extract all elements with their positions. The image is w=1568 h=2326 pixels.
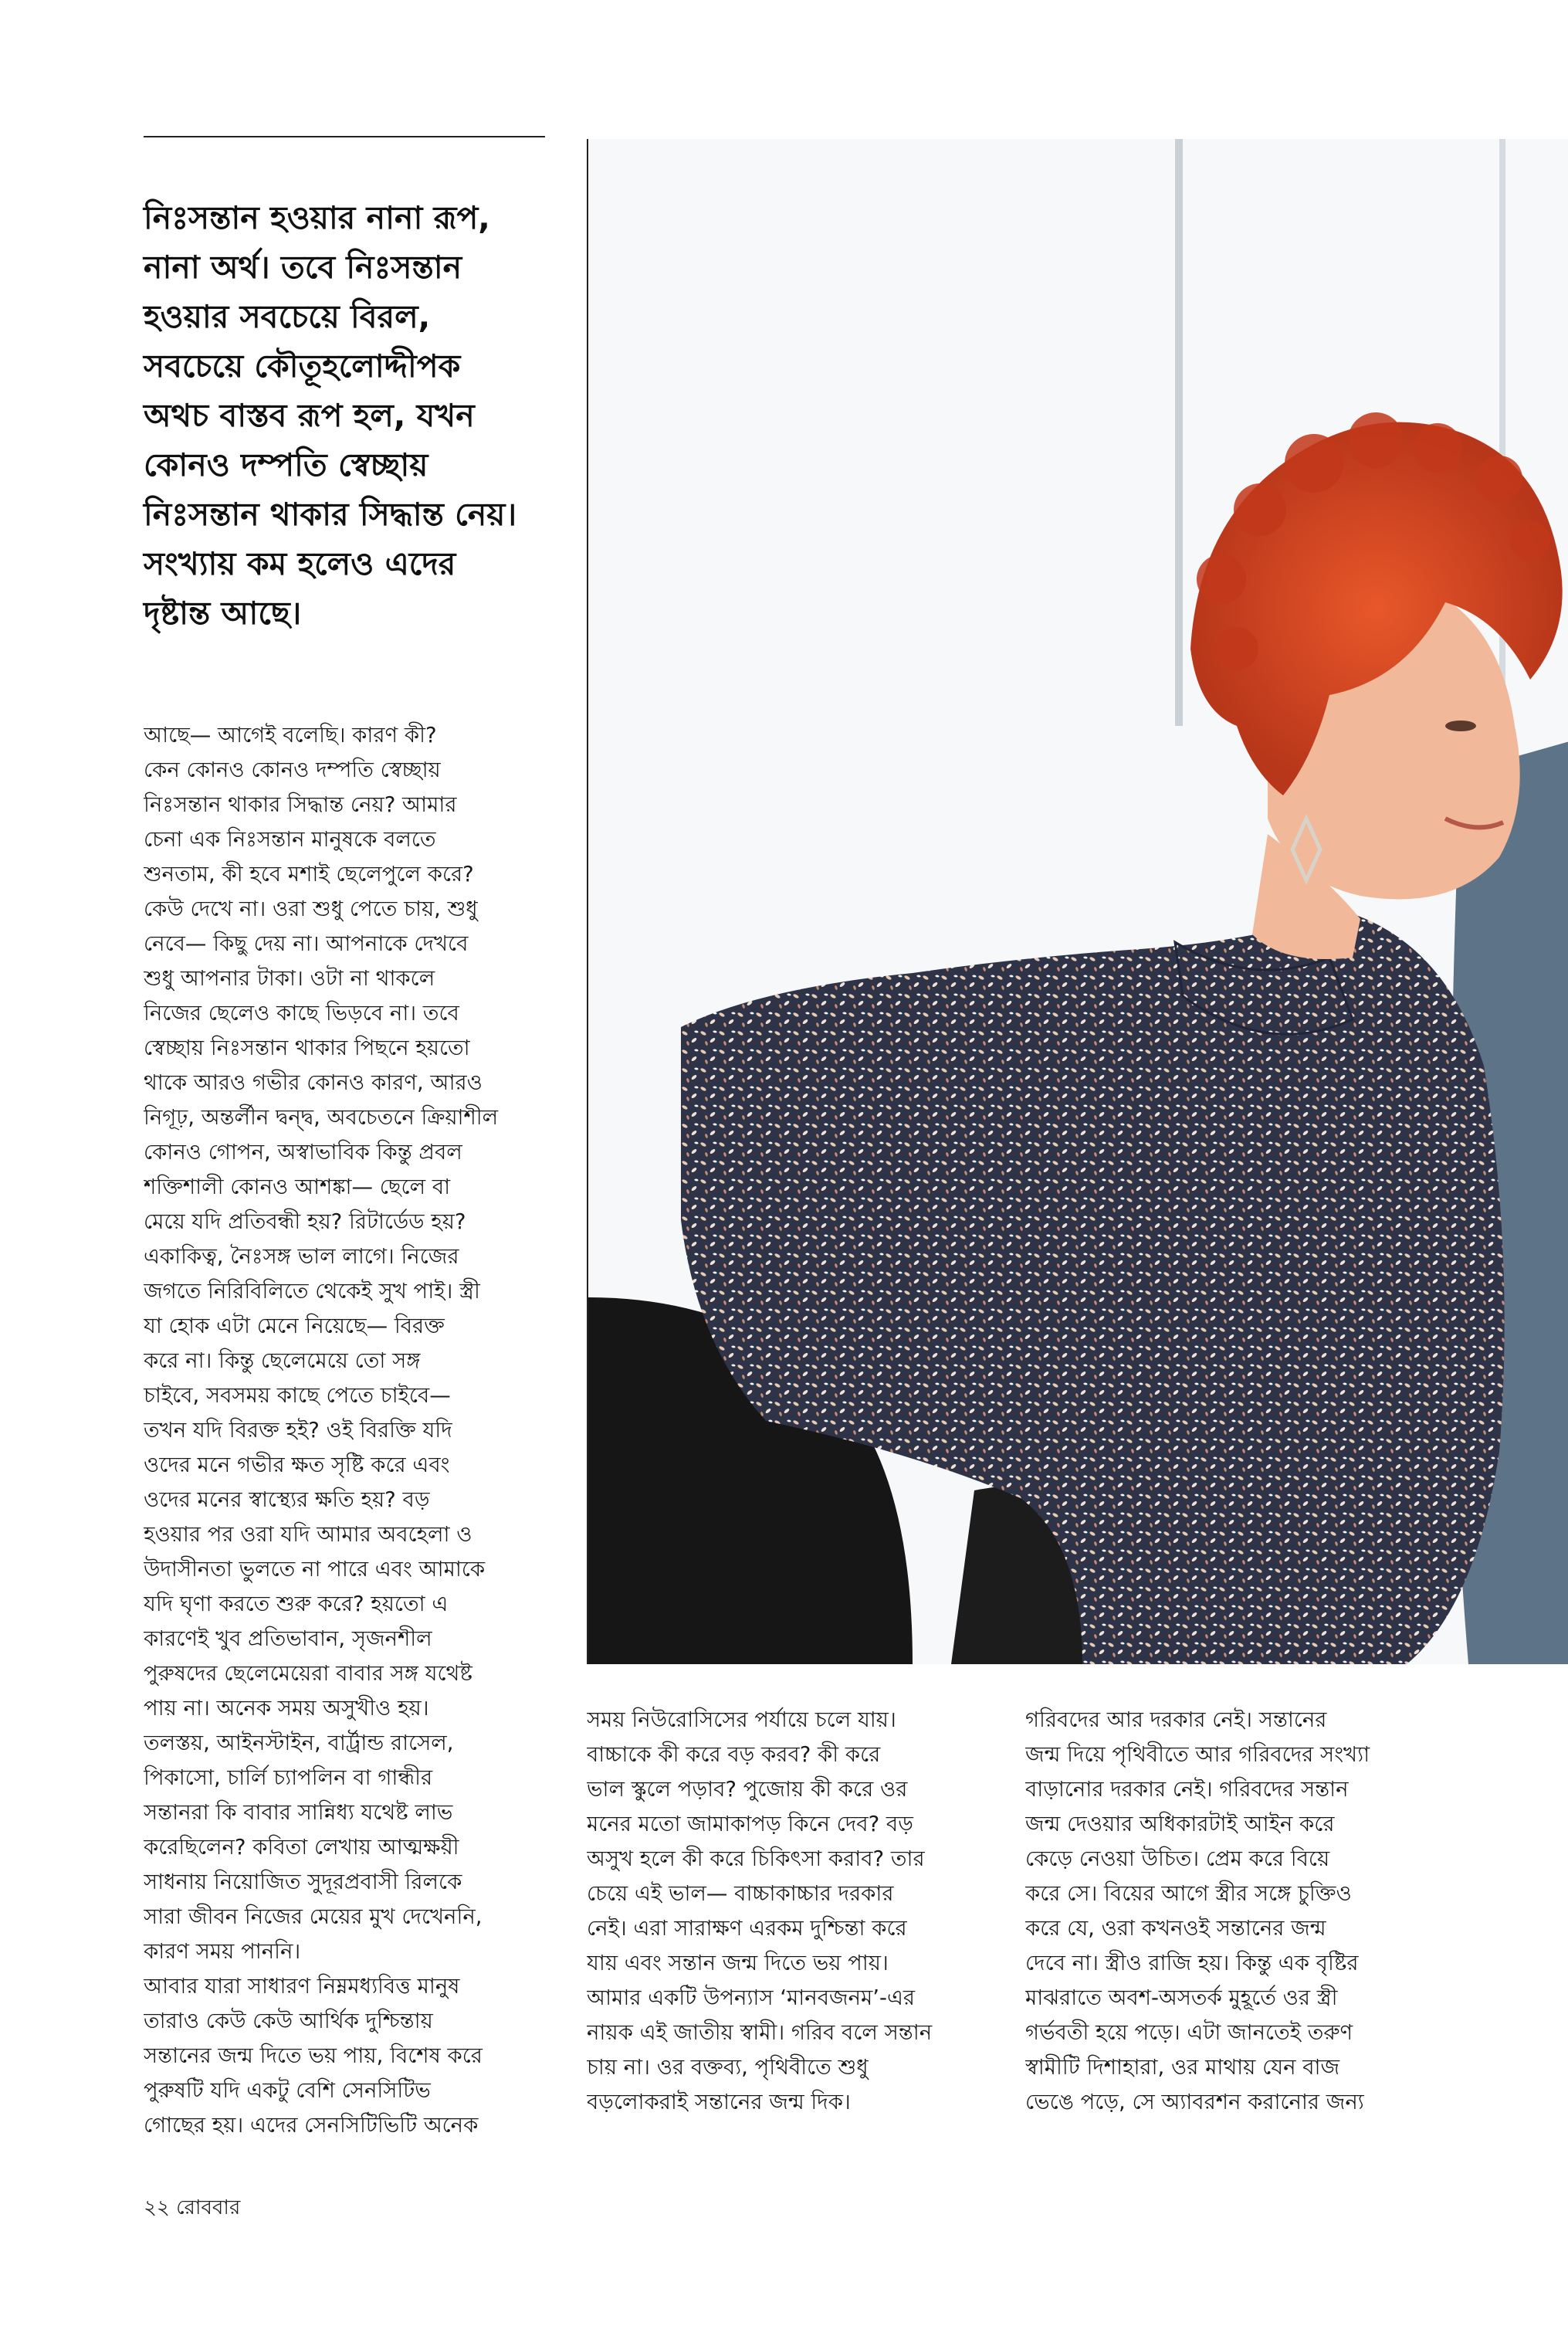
article-photo [587,139,1568,1664]
article-column-1: আছে— আগেই বলেছি। কারণ কী? কেন কোনও কোনও দম্পতি স্বেচ্ছায় নিঃসন্তান থাকার সিদ্ধান্ত নেয়? আমার চেনা এক নিঃসন্তান মানুষকে বলতে শুনতাম, কী হবে মশাই ছেলেপুলে করে? কেউ দেখে না। ওরা শুধু পেতে চায়, শুধু নেবে— কিছু দেয় না। আপনাকে দেখবে শুধু আপনার টাকা। ওটা না থাকলে নিজের ছেলেও কাছে ভিড়বে না। তবে স্বেচ্ছায় নিঃসন্তান থাকার পিছনে হয়তো থাকে আরও গভীর কোনও কারণ, আরও নিগূঢ়, অন্তর্লীন দ্বন্দ্ব, অবচেতনে ক্রিয়াশীল কোনও গোপন, অস্বাভাবিক কিন্তু প্রবল শক্তিশালী কোনও আশঙ্কা— ছেলে বা মেয়ে যদি প্রতিবন্ধী হয়? রিটার্ডেড হয়? একাকিত্ব, নৈঃসঙ্গ ভাল লাগে। নিজের জগতে নিরিবিলিতে থেকেই সুখ পাই। স্ত্রী যা হোক এটা মেনে নিয়েছে— বিরক্ত করে না। কিন্তু ছেলেমেয়ে তো সঙ্গ চাইবে, সবসময় কাছে পেতে চাইবে— তখন যদি বিরক্ত হই? ওই বিরক্তি যদি ওদের মনে গভীর ক্ষত সৃষ্টি করে এবং ওদের মনের স্বাস্থ্যের ক্ষতি হয়? বড় হওয়ার পর ওরা যদি আমার অবহেলা ও উদাসীনতা ভুলতে না পারে এবং আমাকে যদি ঘৃণা করতে শুরু করে? হয়তো এ কারণেই খুব প্রতিভাবান, সৃজনশীল পুরুষদের ছেলেমেয়েরা বাবার সঙ্গ যথেষ্ট পায় না। অনেক সময় অসুখীও হয়। তলস্তয়, আইনস্টাইন, বার্ট্রান্ড রাসেল, পিকাসো, চার্লি চ্যাপলিন বা গান্ধীর সন্তানরা কি বাবার সান্নিধ্য যথেষ্ট লাভ করেছিলেন? কবিতা লেখায় আত্মক্ষয়ী সাধনায় নিয়োজিত সুদূরপ্রবাসী রিলকে সারা জীবন নিজের মেয়ের মুখ দেখেননি, কারণ সময় পাননি। আবার যারা সাধারণ নিম্নমধ্যবিত্ত মানুষ তারাও কেউ কেউ আর্থিক দুশ্চিন্তায় সন্তানের জন্ম দিতে ভয় পায়, বিশেষ করে পুরুষটি যদি একটু বেশি সেনসিটিভ গোছের হয়। এদের সেনসিটিভিটি অনেক [144,723,499,2138]
article-column-3: গরিবদের আর দরকার নেই। সন্তানের জন্ম দিয়ে পৃথিবীতে আর গরিবদের সংখ্যা বাড়ানোর দরকার নেই। গরিবদের সন্তান জন্ম দেওয়ার অধিকারটাই আইন করে কেড়ে নেওয়া উচিত। প্রেম করে বিয়ে করে সে। বিয়ের আগে স্ত্রীর সঙ্গে চুক্তিও করে যে, ওরা কখনওই সন্তানের জন্ম দেবে না। স্ত্রীও রাজি হয়। কিন্তু এক বৃষ্টির মাঝরাতে অবশ-অসতর্ক মুহূর্তে ওর স্ত্রী গর্ভবতী হয়ে পড়ে। এটা জানতেই তরুণ স্বামীটি দিশাহারা, ওর মাথায় যেন বাজ ভেঙে পড়ে, সে অ্যাবরশন করানোর জন্য [1025,1707,1370,2114]
pull-quote: নিঃসন্তান হওয়ার নানা রূপ, নানা অর্থ। তবে নিঃসন্তান হওয়ার সবচেয়ে বিরল, সবচেয়ে কৌতূহলোদ্দীপক অথচ বাস্তব রূপ হল, যখন কোনও দম্পতি স্বেচ্ছায় নিঃসন্তান থাকার সিদ্ধান্ত নেয়। সংখ্যায় কম হলেও এদের দৃষ্টান্ত আছে। [144,199,517,632]
eye [1445,721,1476,731]
photo-illustration [588,139,1568,1664]
article-column-2: সময় নিউরোসিসের পর্যায়ে চলে যায়। বাচ্চাকে কী করে বড় করব? কী করে ভাল স্কুলে পড়াব? পুজোয় কী করে ওর মনের মতো জামাকাপড় কিনে দেব? বড় অসুখ হলে কী করে চিকিৎসা করাব? তার চেয়ে এই ভাল— বাচ্চাকাচ্চার দরকার নেই। এরা সারাক্ষণ এরকম দুশ্চিন্তা করে যায় এবং সন্তান জন্ম দিতে ভয় পায়। আমার একটি উপন্যাস ‘মানবজনম’-এর নায়ক এই জাতীয় স্বামী। গরিব বলে সন্তান চায় না। ওর বক্তব্য, পৃথিবীতে শুধু বড়লোকরাই সন্তানের জন্ম দিক। [587,1707,933,2114]
header-rule [144,136,545,137]
page-folio: ২২ রোববার [144,2196,241,2219]
window-frame [1175,139,1183,726]
